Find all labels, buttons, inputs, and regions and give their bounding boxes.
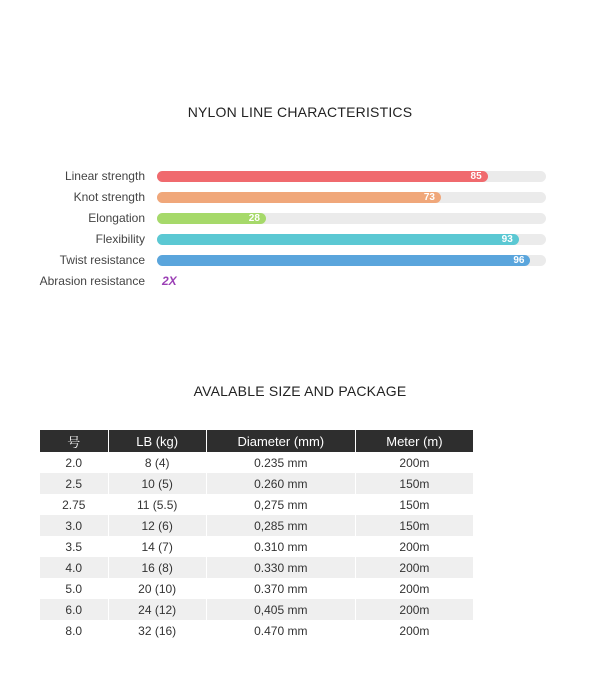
char-track xyxy=(157,234,546,245)
char-fill xyxy=(157,171,488,182)
char-row-linear-strength xyxy=(0,166,600,186)
cell-lb: 32 (16) xyxy=(108,620,206,641)
char-label: Abrasion resistance xyxy=(39,274,145,288)
char-track xyxy=(157,255,546,266)
char-track xyxy=(157,192,546,203)
abrasion-factor: 2X xyxy=(162,274,177,288)
cell-size: 6.0 xyxy=(40,599,108,620)
table-row xyxy=(40,620,473,641)
char-row-abrasion-resistance xyxy=(0,271,600,291)
cell-meter: 200m xyxy=(355,578,473,599)
cell-lb: 16 (8) xyxy=(108,557,206,578)
cell-meter: 200m xyxy=(355,452,473,473)
cell-size: 5.0 xyxy=(40,578,108,599)
cell-size: 3.5 xyxy=(40,536,108,557)
cell-diameter: 0.370 mm xyxy=(206,578,355,599)
char-label: Knot strength xyxy=(73,190,145,204)
char-track xyxy=(157,213,546,224)
cell-lb: 10 (5) xyxy=(108,473,206,494)
cell-lb: 24 (12) xyxy=(108,599,206,620)
header-size: 号 xyxy=(40,430,108,452)
cell-size: 2.5 xyxy=(40,473,108,494)
package-title: AVALABLE SIZE AND PACKAGE xyxy=(193,383,407,399)
char-value: 93 xyxy=(501,234,513,245)
table-row xyxy=(40,536,473,557)
characteristics-title: NYLON LINE CHARACTERISTICS xyxy=(187,104,413,120)
char-label: Flexibility xyxy=(95,232,145,246)
char-label: Elongation xyxy=(88,211,145,225)
cell-diameter: 0.310 mm xyxy=(206,536,355,557)
table-row xyxy=(40,515,473,536)
cell-lb: 12 (6) xyxy=(108,515,206,536)
cell-size: 4.0 xyxy=(40,557,108,578)
char-value: 73 xyxy=(423,192,435,203)
cell-diameter: 0,405 mm xyxy=(206,599,355,620)
cell-meter: 200m xyxy=(355,536,473,557)
header-diameter: Diameter (mm) xyxy=(206,430,355,452)
cell-diameter: 0.260 mm xyxy=(206,473,355,494)
cell-meter: 150m xyxy=(355,473,473,494)
header-meter: Meter (m) xyxy=(355,430,473,452)
header-lb: LB (kg) xyxy=(108,430,206,452)
cell-diameter: 0,275 mm xyxy=(206,494,355,515)
cell-lb: 11 (5.5) xyxy=(108,494,206,515)
table-row xyxy=(40,599,473,620)
table-row xyxy=(40,494,473,515)
cell-diameter: 0,285 mm xyxy=(206,515,355,536)
char-value: 85 xyxy=(470,171,482,182)
cell-diameter: 0.470 mm xyxy=(206,620,355,641)
char-label: Twist resistance xyxy=(59,253,145,267)
char-value: 96 xyxy=(513,255,525,266)
table-row xyxy=(40,578,473,599)
char-fill xyxy=(157,192,441,203)
cell-meter: 200m xyxy=(355,620,473,641)
table-row xyxy=(40,452,473,473)
char-row-twist-resistance xyxy=(0,250,600,270)
char-value: 28 xyxy=(248,213,260,224)
cell-diameter: 0.330 mm xyxy=(206,557,355,578)
cell-meter: 150m xyxy=(355,494,473,515)
char-fill xyxy=(157,255,530,266)
char-fill xyxy=(157,213,266,224)
cell-lb: 8 (4) xyxy=(108,452,206,473)
cell-size: 8.0 xyxy=(40,620,108,641)
char-row-knot-strength xyxy=(0,187,600,207)
cell-meter: 200m xyxy=(355,599,473,620)
char-row-flexibility xyxy=(0,229,600,249)
cell-size: 2.75 xyxy=(40,494,108,515)
cell-lb: 20 (10) xyxy=(108,578,206,599)
cell-lb: 14 (7) xyxy=(108,536,206,557)
char-fill xyxy=(157,234,519,245)
size-package-table xyxy=(40,430,473,641)
table-row xyxy=(40,473,473,494)
cell-meter: 150m xyxy=(355,515,473,536)
cell-meter: 200m xyxy=(355,557,473,578)
char-label: Linear strength xyxy=(64,169,145,183)
char-row-elongation xyxy=(0,208,600,228)
cell-size: 2.0 xyxy=(40,452,108,473)
table-row xyxy=(40,557,473,578)
char-track xyxy=(157,171,546,182)
cell-diameter: 0.235 mm xyxy=(206,452,355,473)
cell-size: 3.0 xyxy=(40,515,108,536)
table-header-row xyxy=(40,430,473,452)
